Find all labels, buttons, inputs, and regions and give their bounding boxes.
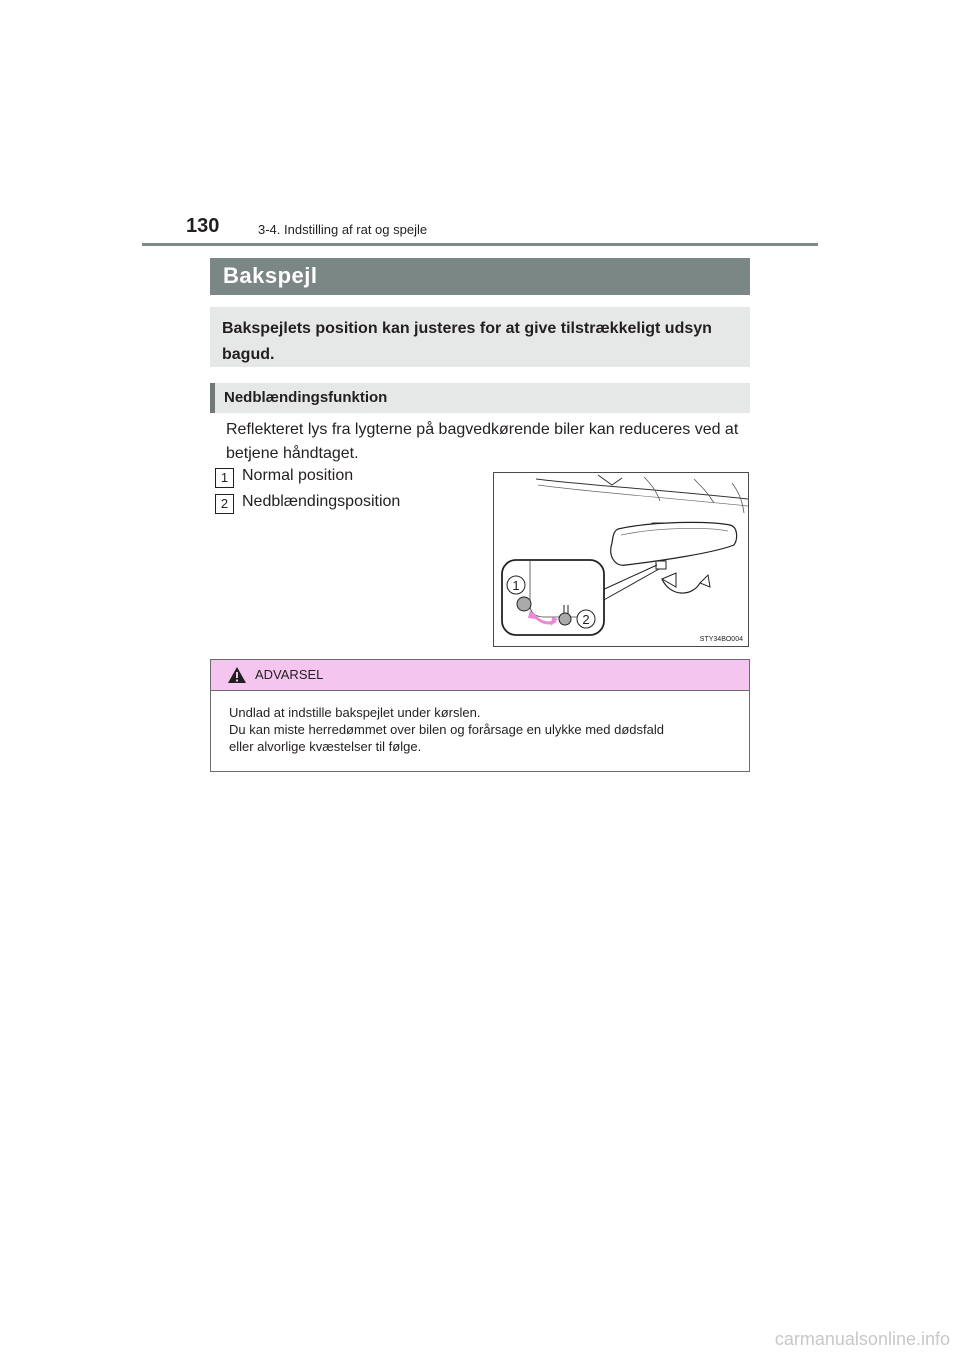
number-badge: 1 xyxy=(215,468,234,488)
intro-text: Bakspejlets position kan justeres for at give tilstrækkeligt udsyn bagud. xyxy=(222,320,712,363)
watermark: carmanualsonline.info xyxy=(774,1329,950,1349)
body-paragraph: Reflekteret lys fra lygterne på bagvedkørende biler kan reduceres ved at betjene håndtaget. xyxy=(226,421,739,462)
subheading-accent xyxy=(210,383,215,413)
warning-line: eller alvorlige kvæstelser til følge. xyxy=(229,739,422,754)
subheading-bar xyxy=(210,383,750,413)
warning-header xyxy=(211,660,749,691)
mirror-illustration xyxy=(493,472,749,647)
warning-box xyxy=(210,659,750,772)
callout-1: 1 xyxy=(512,578,520,593)
header-rule xyxy=(142,243,818,246)
warning-title: ADVARSEL xyxy=(255,667,324,682)
subheading-title: Nedblændingsfunktion xyxy=(224,389,388,406)
section-title: Bakspejl xyxy=(223,263,318,288)
list-item-label: Normal position xyxy=(242,467,354,484)
running-head: 3-4. Indstilling af rat og spejle xyxy=(258,222,428,237)
section-bar xyxy=(210,258,750,295)
callout-2: 2 xyxy=(582,612,590,627)
figure-code: STY34BO004 xyxy=(699,636,743,643)
list-item-label: Nedblændingsposition xyxy=(242,493,401,510)
mirror-drawing xyxy=(494,473,749,647)
warning-line: Undlad at indstille bakspejlet under kørslen. xyxy=(229,705,481,720)
warning-triangle-icon xyxy=(227,666,247,684)
warning-line: Du kan miste herredømmet over bilen og forårsage en ulykke med dødsfald xyxy=(229,722,664,737)
intro-box xyxy=(210,307,750,367)
warning-body xyxy=(229,704,744,755)
page-number: 130 xyxy=(186,215,220,237)
number-badge: 2 xyxy=(215,494,234,514)
